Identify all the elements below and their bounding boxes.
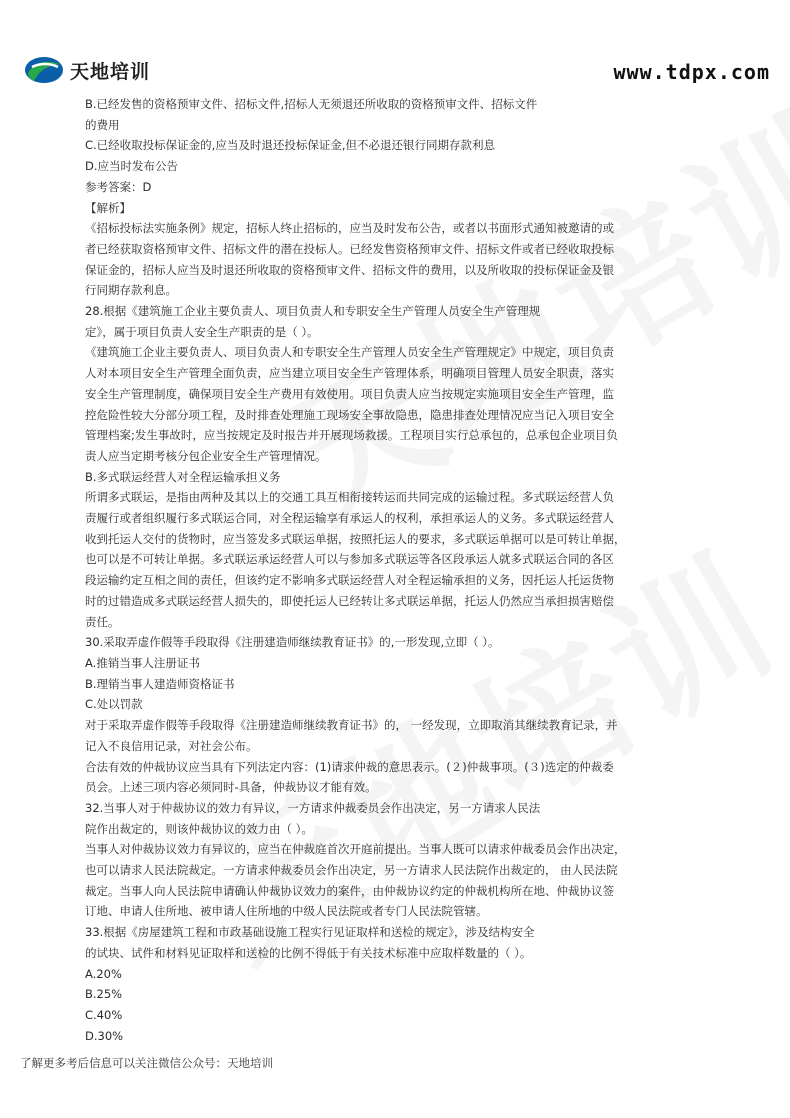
- text-line: 所谓多式联运，是指由两种及其以上的交通工具互相衔接转运而共同完成的运输过程。多式联运经营人负: [85, 490, 614, 505]
- text-line: 行同期存款利息。: [85, 283, 177, 298]
- text-line: 定》，属于项目负责人安全生产职责的是（ ）。: [85, 324, 319, 339]
- text-line: 管理档案;发生事故时，应当按规定及时报告并开展现场救援。工程项目实行总承包的，总承包企业项目负: [85, 428, 618, 443]
- text-line: B.多式联运经营人对全程运输承担义务: [85, 469, 281, 484]
- page-header: [0, 0, 790, 95]
- text-line: 参考答案：D: [85, 179, 152, 194]
- text-line: 对于采取弄虚作假等手段取得《注册建造师继续教育证书》的， 一经发现，立即取消其继续教育记录，并: [85, 718, 618, 733]
- text-line: 合法有效的仲裁协议应当具有下列法定内容：(1)请求仲裁的意思表示。(２)仲裁事项。(３)选定的仲裁委: [85, 759, 614, 774]
- text-line: 28.根据《建筑施工企业主要负责人、项目负责人和专职安全生产管理人员安全生产管理规: [85, 304, 541, 319]
- text-line: 30.采取弄虚作假等手段取得《注册建造师继续教育证书》的,一形发现,立即（ ）。: [85, 635, 500, 650]
- text-line: 责任。: [85, 614, 120, 629]
- text-line: 的费用: [85, 117, 120, 132]
- text-line: 也可以是不可转让单据。多式联运承运经营人可以与参加多式联运等各区段承运人就多式联运合同的各区: [85, 552, 614, 567]
- text-line: 责人应当定期考核分包企业安全生产管理情况。: [85, 448, 327, 463]
- text-line: C.40%: [85, 1007, 123, 1022]
- text-line: B.已经发售的资格预审文件、招标文件,招标人无须退还所收取的资格预审文件、招标文件: [85, 97, 538, 111]
- text-line: 的试块、试件和材料见证取样和送检的比例不得低于有关技术标准中应取样数量的（ ）。: [85, 945, 532, 960]
- text-line: 控危险性较大分部分项工程，及时排查处理施工现场安全事故隐患，隐患排查处理情况应当记入项目安全: [85, 407, 614, 422]
- text-line: B.25%: [85, 987, 123, 1002]
- text-line: 段运输约定互相之间的责任，但该约定不影响多式联运经营人对全程运输承担的义务，因托运人托运货物: [85, 573, 614, 588]
- text-line: 收到托运人交付的货物时，应当签发多式联运单据，按照托运人的要求，多式联运单据可以是可转让单据，: [85, 531, 626, 546]
- text-line: 记入不良信用记录，对社会公布。: [85, 738, 258, 753]
- text-line: 院作出裁定的，则该仲裁协议的效力由（ ）。: [85, 821, 313, 836]
- text-line: A.推销当事人注册证书: [85, 655, 200, 670]
- text-line: 保证金的，招标人应当及时退还所收取的资格预审文件、招标文件的费用，以及所收取的投标保证金及银: [85, 262, 614, 277]
- text-line: 订地、申请人住所地、被申请人住所地的中级人民法院或者专门人民法院管辖。: [85, 904, 488, 919]
- text-line: 安全生产管理制度，确保项目安全生产费用有效使用。项目负责人应当按规定实施项目安全生产管理，监: [85, 386, 614, 401]
- text-line: 员会。上述三项内容必须同时-具备，仲裁协议才能有效。: [85, 780, 377, 795]
- site-url: www.tdpx.com: [613, 60, 770, 84]
- brand-logo-icon: [24, 55, 64, 85]
- text-line: 裁定。当事人向人民法院申请确认仲裁协议效力的案件，由仲裁协议约定的仲裁机构所在地、仲裁协议签: [85, 883, 614, 898]
- text-line: 责履行或者组织履行多式联运合同，对全程运输享有承运人的权利，承担承运人的义务。多式联运经营人: [85, 511, 614, 526]
- text-line: 33.根据《房屋建筑工程和市政基础设施工程实行见证取样和送检的规定》，涉及结构安全: [85, 925, 535, 940]
- brand-logo: [24, 55, 150, 85]
- document-body: [85, 94, 655, 1046]
- text-line: A.20%: [85, 966, 122, 981]
- text-line: 也可以请求人民法院裁定。一方请求仲裁委员会作出决定，另一方请求人民法院作出裁定的， 由人民法院: [85, 863, 618, 878]
- text-line: D.应当时发布公告: [85, 159, 179, 174]
- text-line: C.已经收取投标保证金的,应当及时退还投标保证金,但不必退还银行同期存款利息: [85, 138, 495, 153]
- text-line: 者已经获取资格预审文件、招标文件的潜在投标人。已经发售资格预审文件、招标文件或者已经收取投标: [85, 241, 614, 256]
- text-line: 人对本项目安全生产管理全面负责，应当建立项目安全生产管理体系，明确项目管理人员安全职责，落实: [85, 366, 614, 381]
- text-line: D.30%: [85, 1028, 124, 1043]
- text-line: 时的过错造成多式联运经营人损失的，即使托运人已经转让多式联运单据，托运人仍然应当承担损害赔偿: [85, 593, 614, 608]
- text-line: 【解析】: [85, 200, 131, 215]
- text-line: 32.当事人对于仲裁协议的效力有异议，一方请求仲裁委员会作出决定，另一方请求人民法: [85, 800, 541, 815]
- brand-logo-text: 天地培训: [70, 60, 151, 83]
- footer-note: 了解更多考后信息可以关注微信公众号：天地培训: [20, 1056, 273, 1070]
- text-line: C.处以罚款: [85, 697, 143, 712]
- text-line: 《建筑施工企业主要负责人、项目负责人和专职安全生产管理人员安全生产管理规定》中规定，项目负责: [85, 345, 614, 360]
- text-line: 《招标投标法实施条例》规定，招标人终止招标的，应当及时发布公告，或者以书面形式通知被邀请的或: [85, 221, 614, 236]
- text-line: B.理销当事人建造师资格证书: [85, 676, 235, 691]
- text-line: 当事人对仲裁协议效力有异议的，应当在仲裁庭首次开庭前提出。当事人既可以请求仲裁委员会作出决定，: [85, 842, 626, 857]
